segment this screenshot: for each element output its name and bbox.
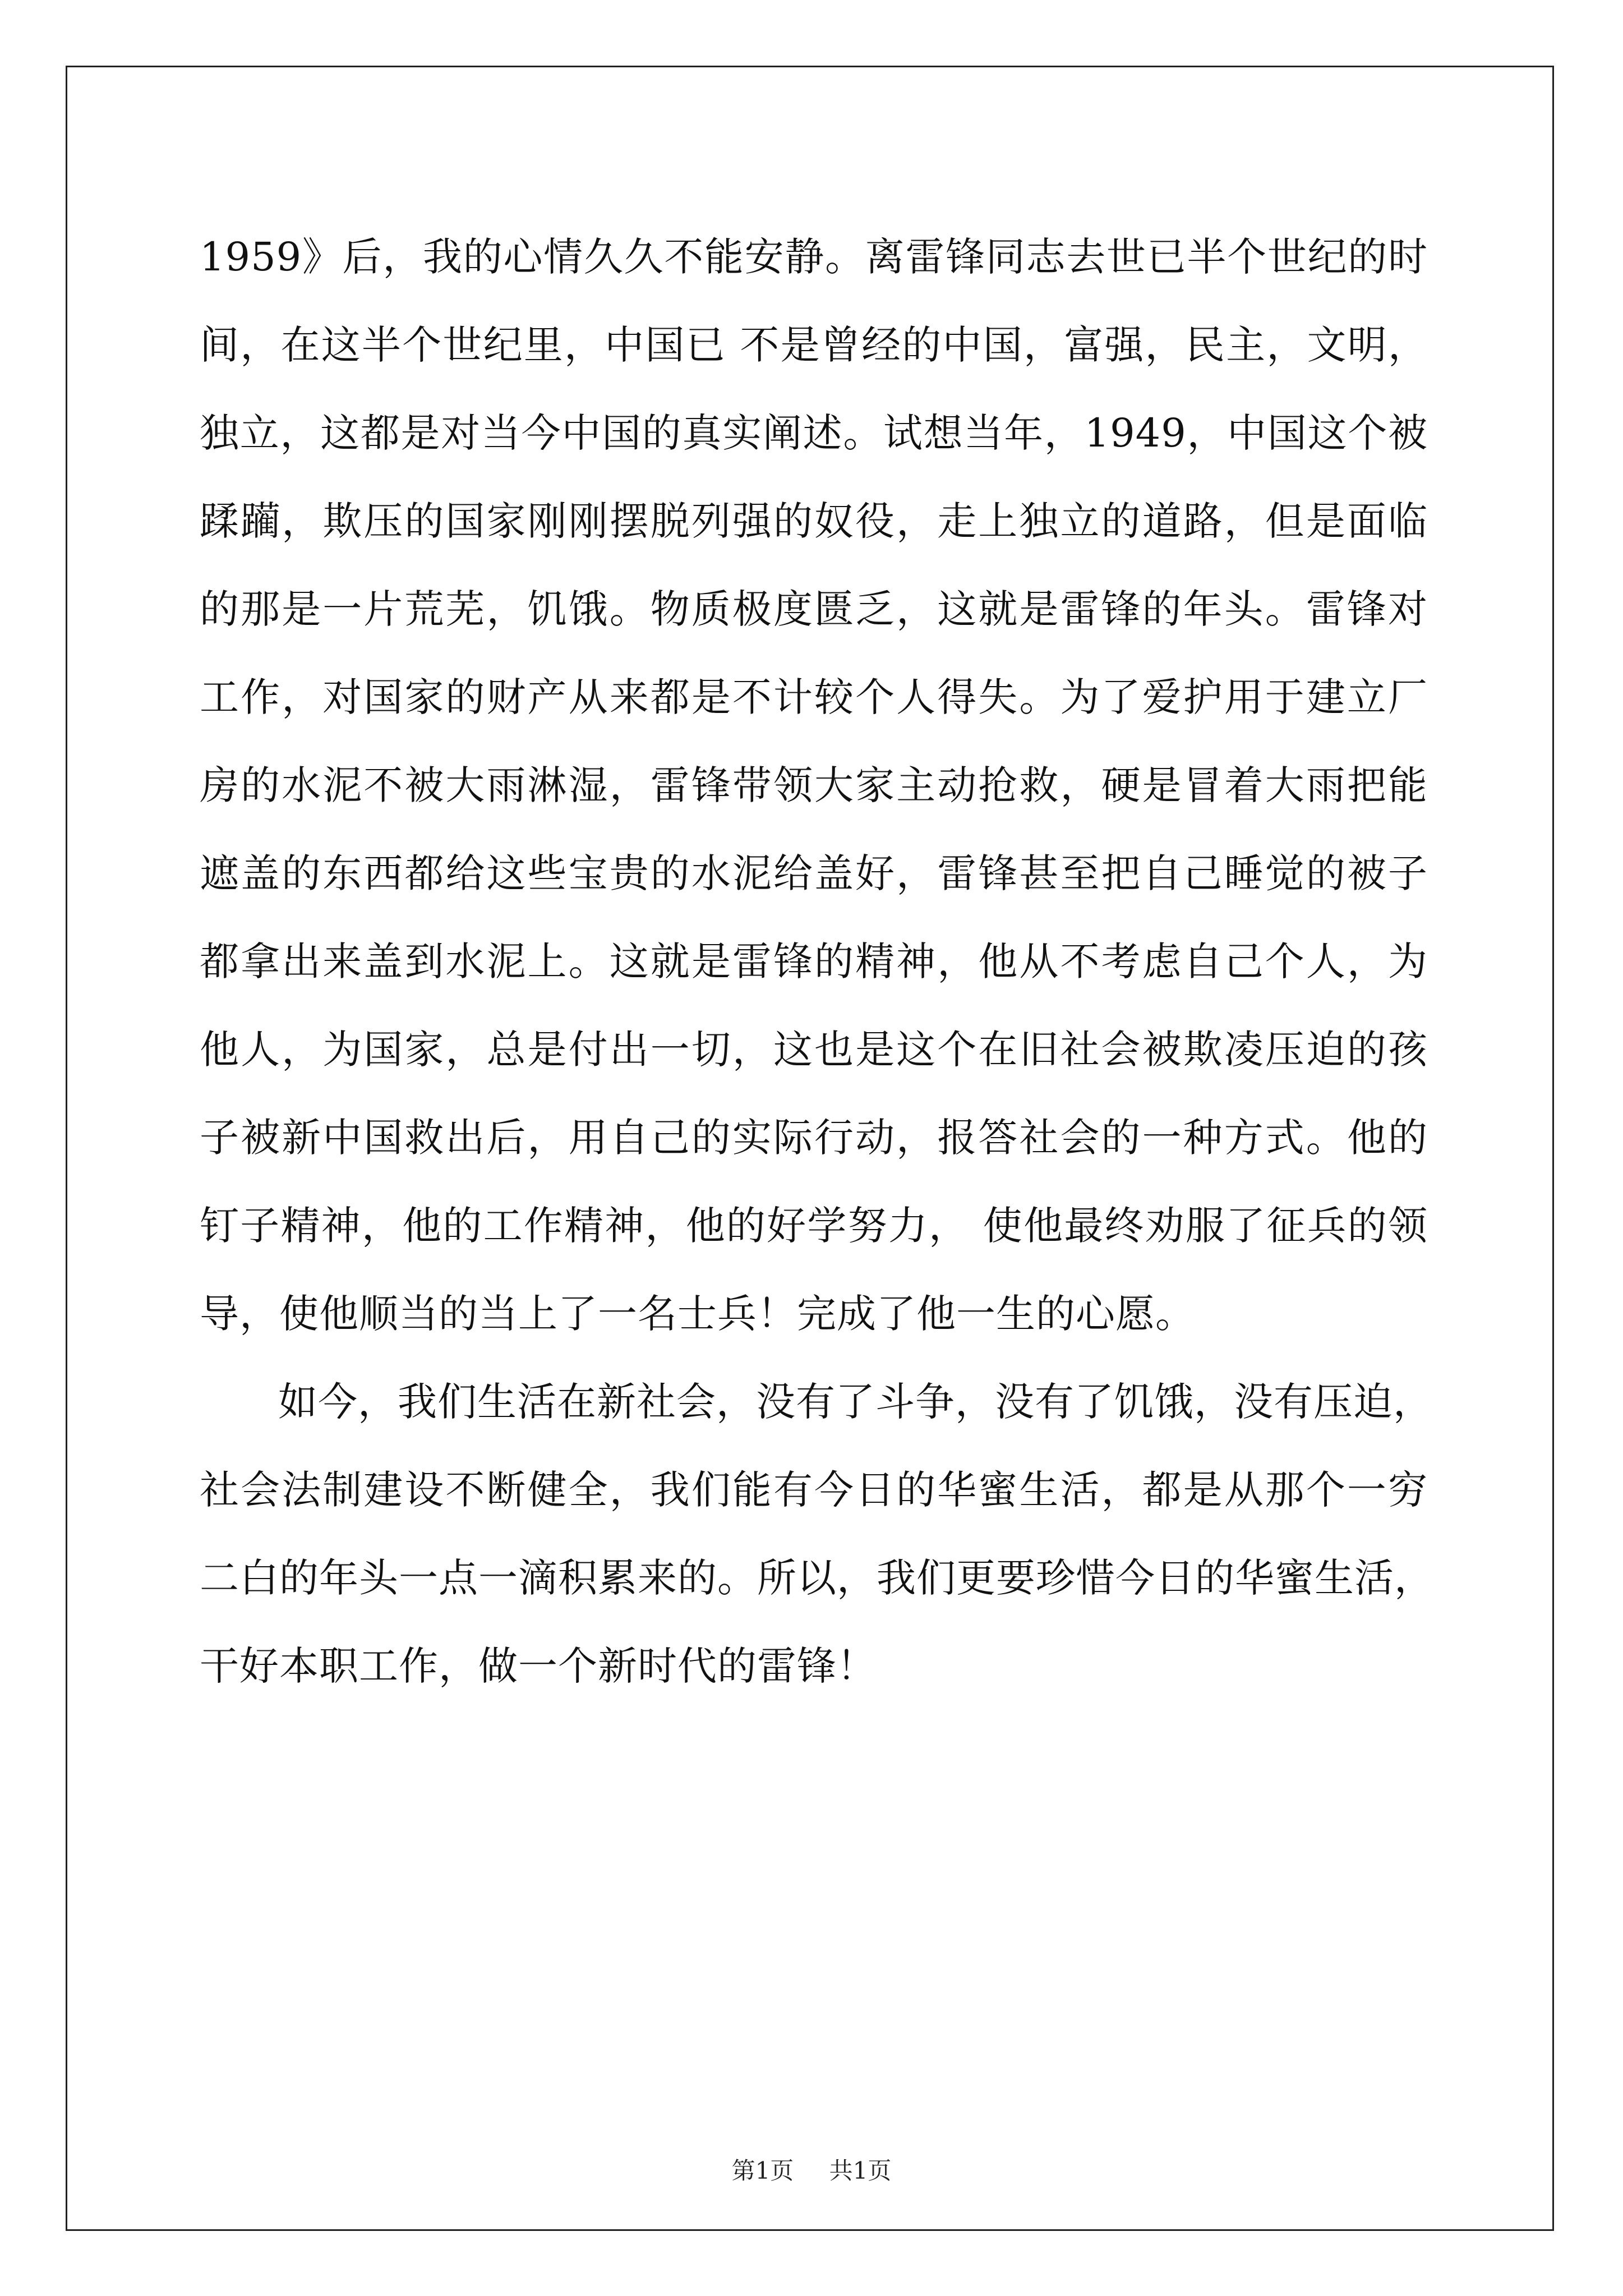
text-line: 社会法制建设不断健全，我们能有今日的华蜜生活，都是从那个一穷 (200, 1467, 1428, 1513)
text-line: 1959》后，我的心情久久不能安静。离雷锋同志去世已半个世纪的时 (200, 234, 1428, 280)
text-line: 导，使他顺当的当上了一名士兵！完成了他一生的心愿。 (200, 1291, 1195, 1337)
paragraph-1 (200, 213, 1428, 1358)
text-line: 子被新中国救出后，用自己的实际行动，报答社会的一种方式。他的 (200, 1115, 1428, 1161)
page-footer (0, 2154, 1623, 2188)
text-line: 如今，我们生活在新社会，没有了斗争，没有了饥饿，没有压迫， (278, 1379, 1433, 1425)
text-line: 干好本职工作，做一个新时代的雷锋！ (200, 1643, 877, 1689)
page-number: 第1页 (731, 2157, 794, 2184)
page-total: 共1页 (829, 2157, 892, 2184)
text-line: 他人，为国家，总是付出一切，这也是这个在旧社会被欺凌压迫的孩 (200, 1027, 1428, 1073)
text-line: 房的水泥不被大雨淋湿，雷锋带领大家主动抢救，硬是冒着大雨把能 (200, 762, 1428, 808)
document-body (200, 213, 1434, 1710)
text-line: 工作，对国家的财产从来都是不计较个人得失。为了爱护用于建立厂 (200, 674, 1428, 720)
text-line: 遮盖的东西都给这些宝贵的水泥给盖好，雷锋甚至把自己睡觉的被子 (200, 850, 1428, 896)
text-line: 的那是一片荒芜，饥饿。物质极度匮乏，这就是雷锋的年头。雷锋对 (200, 586, 1428, 632)
text-line: 蹂躏，欺压的国家刚刚摆脱列强的奴役，走上独立的道路，但是面临 (200, 498, 1428, 544)
paragraph-2 (200, 1358, 1434, 1710)
text-line: 二白的年头一点一滴积累来的。所以，我们更要珍惜今日的华蜜生活， (200, 1555, 1434, 1601)
text-line: 间，在这半个世纪里，中国已 不是曾经的中国，富强，民主，文明， (200, 322, 1428, 368)
text-line: 钉子精神，他的工作精神，他的好学努力， 使他最终劝服了征兵的领 (200, 1203, 1428, 1249)
text-line: 独立，这都是对当今中国的真实阐述。试想当年，1949，中国这个被 (200, 410, 1428, 456)
text-line: 都拿出来盖到水泥上。这就是雷锋的精神，他从不考虑自己个人，为 (200, 938, 1428, 984)
